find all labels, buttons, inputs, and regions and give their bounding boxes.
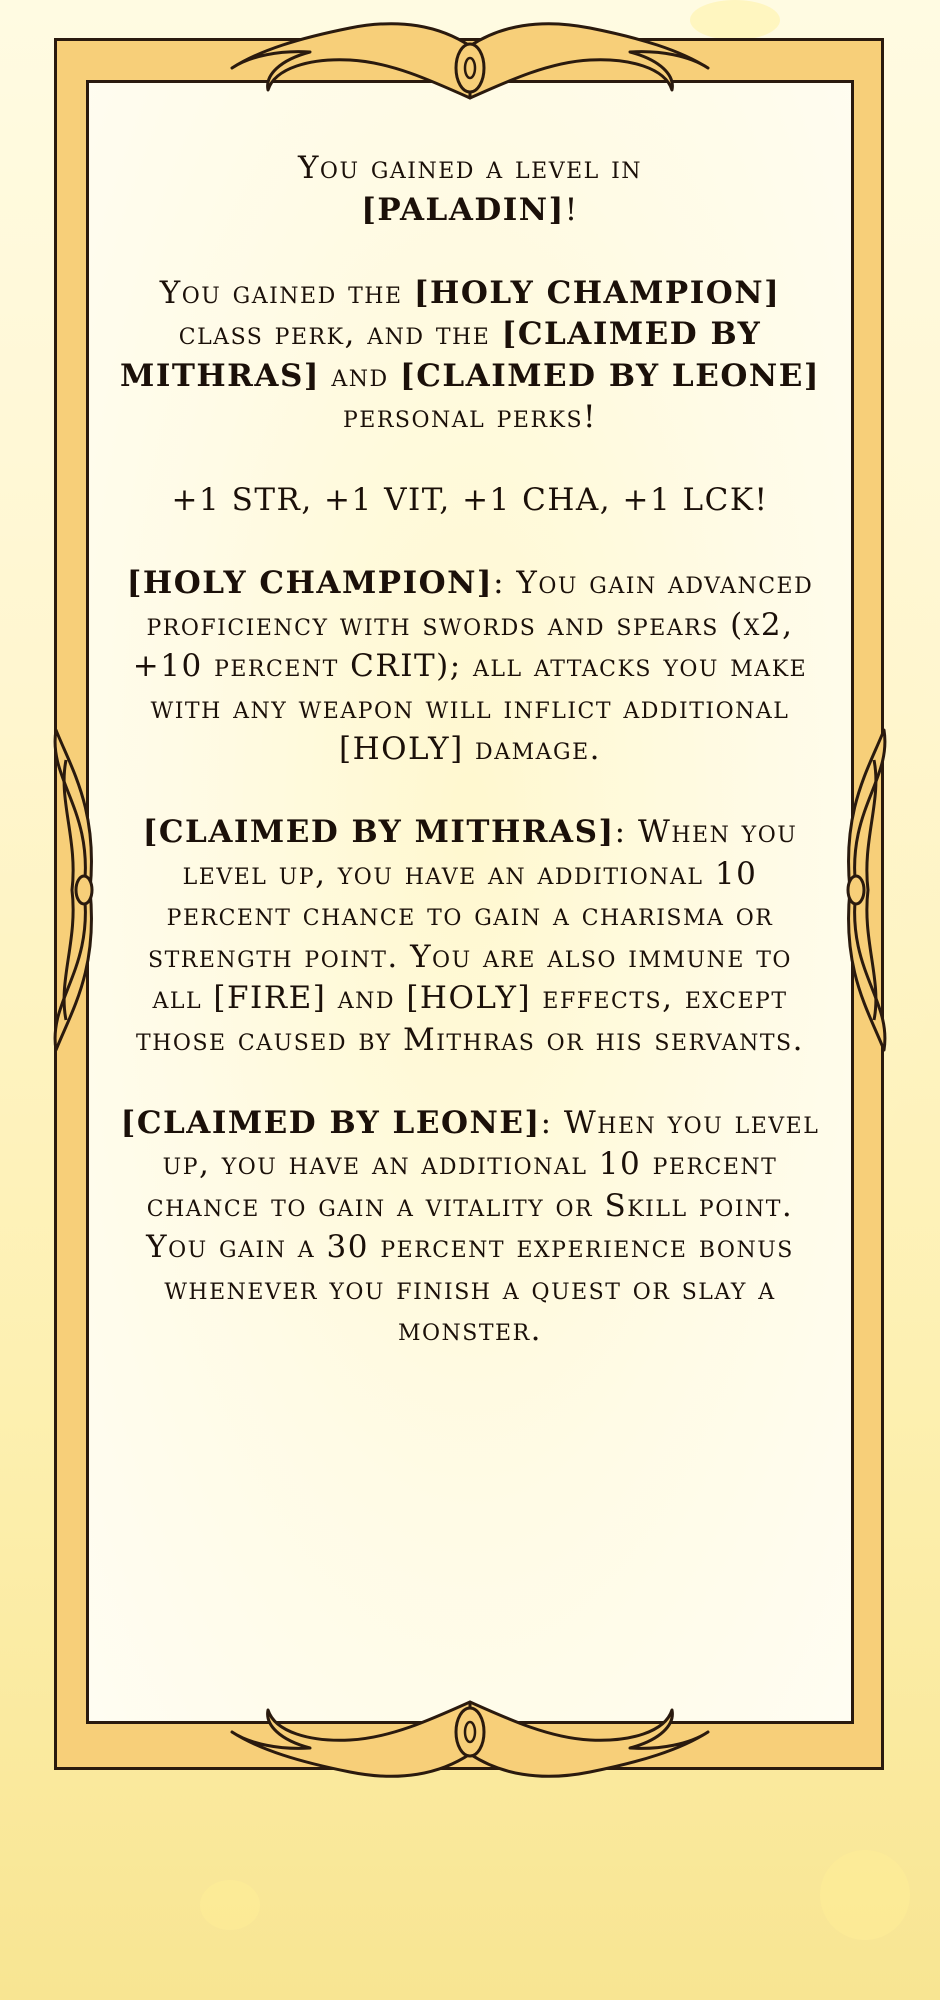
- perks-gained-message: You gained the [HOLY CHAMPION] class perk, and the [CLAIMED BY MITHRAS] and [CLAIMED BY LEONE] personal perks!: [120, 274, 820, 435]
- class-name: [PALADIN]: [361, 191, 565, 228]
- notification-text: [120, 148, 820, 1352]
- perk-name-holy-champion: [HOLY CHAMPION]: [413, 274, 781, 311]
- top-scroll-ornament: [220, 20, 720, 120]
- perk-name-claimed-by-leone: [CLAIMED BY LEONE]: [400, 357, 820, 394]
- level-up-message: You gained a level in [PALADIN]!: [297, 150, 643, 228]
- light-glow: [200, 1880, 260, 1930]
- perk-description-claimed-by-mithras: [CLAIMED BY MITHRAS]: When you level up, you have an additional 10 percent chance to gain a charisma or strength point. You are also immune to all [FIRE] and [HOLY] effects, except those caused by Mithras or his servants.: [136, 814, 804, 1058]
- right-side-ornament: [836, 720, 896, 1060]
- bottom-scroll-ornament: [220, 1680, 720, 1780]
- left-side-ornament: [44, 720, 104, 1060]
- stat-increase-message: +1 STR, +1 VIT, +1 CHA, +1 LCK!: [171, 482, 769, 518]
- perk-description-holy-champion: [HOLY CHAMPION]: You gain advanced proficiency with swords and spears (x2, +10 percent CRIT); all attacks you make with any weapon will inflict additional [HOLY] damage.: [126, 565, 814, 767]
- light-glow: [820, 1850, 910, 1940]
- perk-description-claimed-by-leone: [CLAIMED BY LEONE]: When you level up, you have an additional 10 percent chance to gain a vitality or Skill point. You gain a 30 percent experience bonus whenever you finish a quest or slay a monster.: [120, 1104, 820, 1348]
- perk-name-claimed-by-mithras: [CLAIMED BY MITHRAS]: [120, 316, 762, 394]
